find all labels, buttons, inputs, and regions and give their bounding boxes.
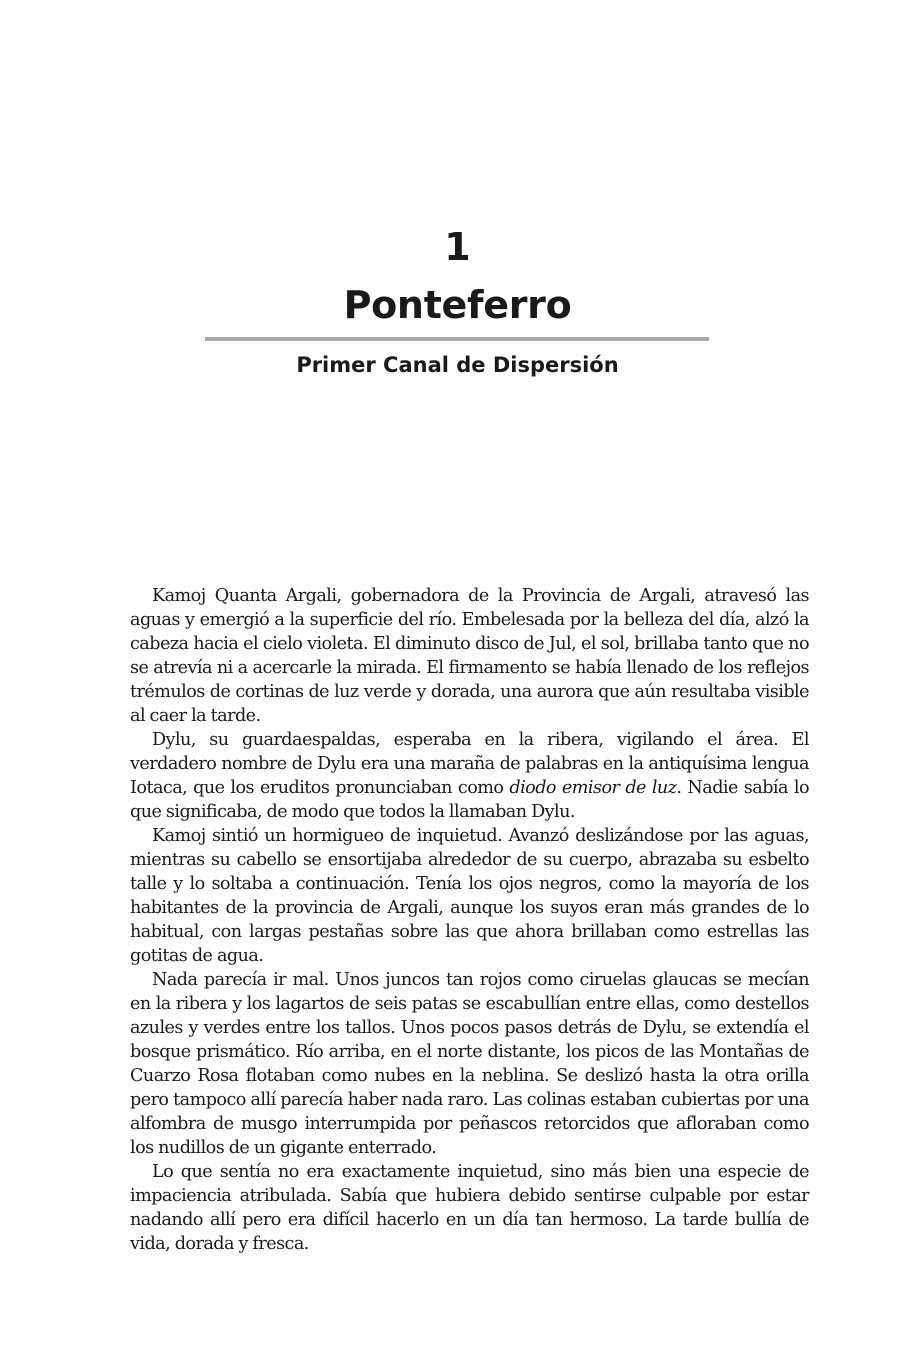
paragraph-4: Nada parecía ir mal. Unos juncos tan rojos como ciruelas glaucas se mecían en la ribera y los lagartos de seis patas se escabullían entre ellas, como destellos azules y verdes entre los tallos. Unos pocos pasos detrás de Dylu, se extendía el bosque prismático. Río arriba, en el norte distante, los picos de las Montañas de Cuarzo Rosa flotaban como nubes en la neblina. Se deslizó hasta la otra orilla pero tampoco allí parecía haber nada raro. Las colinas estaban cubiertas por una alfombra de musgo interrumpida por peñascos retorcidos que afloraban como los nudillos de un gigante enterrado. [130, 970, 809, 1158]
chapter-subtitle: Primer Canal de Dispersión [296, 353, 619, 377]
paragraph-2-text-after: . Nadie sabía lo que significaba, de modo que todos la llamaban Dylu. [130, 778, 810, 822]
paragraph-3: Kamoj sintió un hormigueo de inquietud. Avanzó deslizándose por las aguas, mientras su cabello se ensortijaba alrededor de su cuerpo, abrazaba su esbelto talle y lo soltaba a continuación. Tenía los ojos negros, como la mayoría de los habitantes de la provincia de Argali, aunque los suyos eran más grandes de lo habitual, con largas pestañas sobre las que ahora brillaban como estrellas las gotitas de agua. [130, 826, 809, 966]
paragraph-1: Kamoj Quanta Argali, gobernadora de la Provincia de Argali, atravesó las aguas y emergió a la superficie del río. Embelesada por la belleza del día, alzó la cabeza hacia el cielo violeta. El diminuto disco de Jul, el sol, brillaba tanto que no se atrevía ni a acercarle la mirada. El firmamento se había llenado de los reflejos trémulos de cortinas de luz verde y dorada, una aurora que aún resultaba visible al caer la tarde. [130, 586, 809, 726]
paragraph-2-italic-term: diodo emisor de luz [509, 778, 677, 798]
paragraph-2 [130, 728, 809, 824]
title-divider [205, 337, 709, 341]
chapter-title: Ponteferro [343, 283, 572, 327]
paragraph-2-text-before: Dylu, su guardaespaldas, esperaba en la ribera, vigilando el área. El verdadero nombre de Dylu era una maraña de palabras en la antiquísima lengua Iotaca, que los eruditos pronunciaban como [130, 730, 809, 798]
chapter-body [130, 584, 809, 1256]
chapter-number: 1 [444, 225, 471, 269]
paragraph-5: Lo que sentía no era exactamente inquietud, sino más bien una especie de impaciencia atribulada. Sabía que hubiera debido sentirse culpable por estar nadando allí pero era difícil hacerlo en un día tan hermoso. La tarde bullía de vida, dorada y fresca. [130, 1162, 809, 1254]
